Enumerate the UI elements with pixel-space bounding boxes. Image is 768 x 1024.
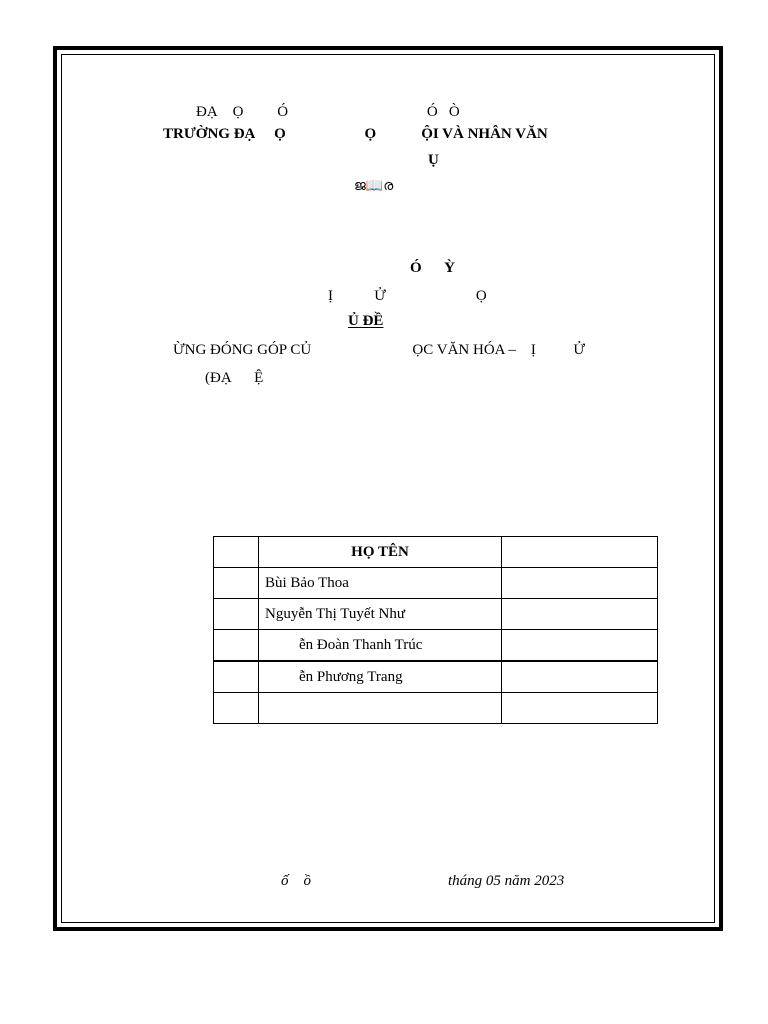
- table-cell-note: [502, 568, 658, 599]
- table-row: [214, 599, 658, 630]
- table-cell-note: [502, 599, 658, 630]
- header-school-name: TRƯỜNG ĐẠ Ọ Ọ ỘI VÀ NHÂN VĂN: [163, 126, 548, 142]
- topic-line-2: (ĐẠ Ệ: [205, 370, 264, 386]
- members-table: [213, 536, 658, 724]
- table-header-row: [214, 537, 658, 568]
- report-title: Ó Ỳ: [410, 260, 455, 276]
- table-cell-name: Nguyễn Thị Tuyết Như: [259, 599, 502, 630]
- table-header-stt: [214, 537, 259, 568]
- table-cell-stt: [214, 630, 259, 662]
- table-cell-stt: [214, 693, 259, 724]
- table-cell-note: [502, 693, 658, 724]
- book-ornament-icon: ജ📖ര: [354, 179, 394, 194]
- table-header-name: HỌ TÊN: [259, 537, 502, 568]
- table-row: [214, 693, 658, 724]
- table-cell-note: [502, 661, 658, 693]
- footer-date: tháng 05 năm 2023: [448, 873, 565, 889]
- table-cell-name: ễn Đoàn Thanh Trúc: [259, 630, 502, 662]
- table-row: [214, 568, 658, 599]
- header-line-1: ĐẠ Ọ Ó Ó Ò: [196, 104, 460, 120]
- table-row: [214, 630, 658, 662]
- table-header-note: [502, 537, 658, 568]
- report-subtitle: Ị Ử Ọ: [328, 288, 487, 304]
- table-row: [214, 661, 658, 693]
- topic-line-1: ỪNG ĐÓNG GÓP CỦ ỌC VĂN HÓA – Ị Ử: [173, 342, 586, 358]
- table-cell-stt: [214, 568, 259, 599]
- table-cell-note: [502, 630, 658, 662]
- table-cell-stt: [214, 661, 259, 693]
- table-cell-name: ễn Phương Trang: [259, 661, 502, 693]
- table-cell-stt: [214, 599, 259, 630]
- table-cell-name: Bùi Bảo Thoa: [259, 568, 502, 599]
- topic-label: Ủ ĐỀ: [348, 313, 384, 329]
- footer-place: ố ồ: [281, 873, 311, 889]
- header-line-3: Ụ: [428, 152, 439, 168]
- table-cell-name: [259, 693, 502, 724]
